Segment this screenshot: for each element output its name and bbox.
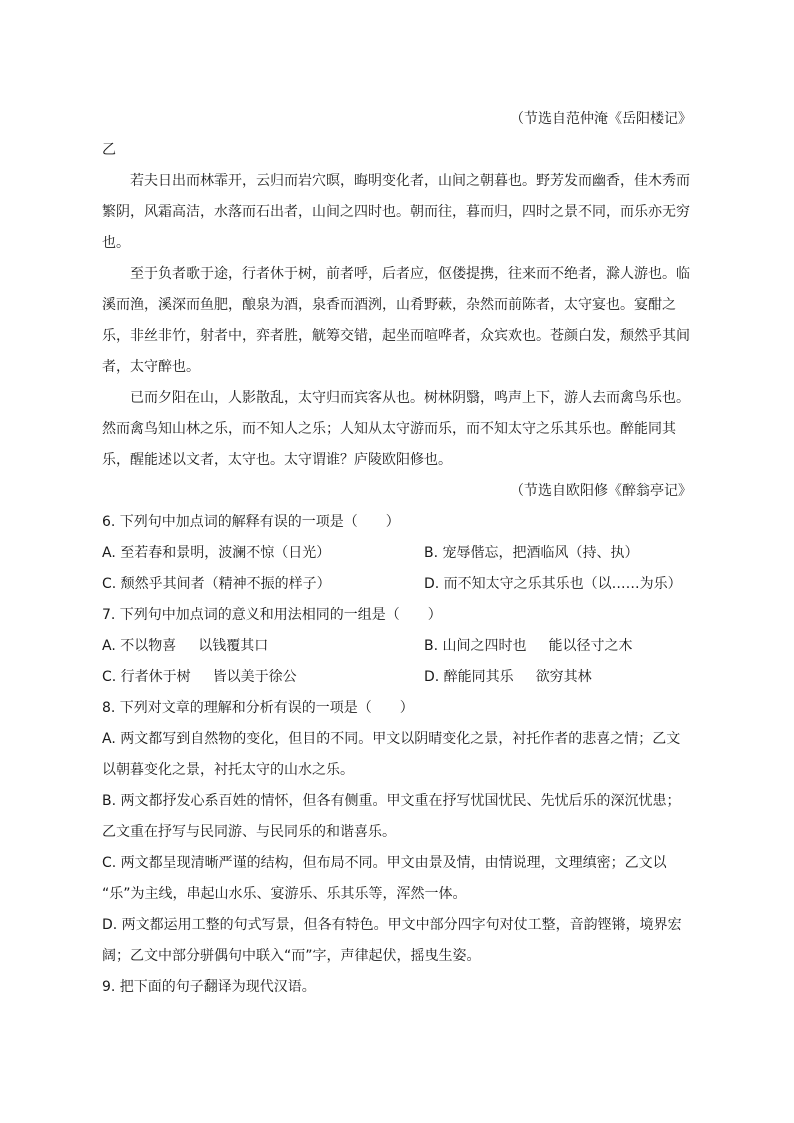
- passage-line: 繁阴，风霜高洁，水落而石出者，山间之四时也。朝而往，暮而归，四时之景不同，而乐亦无穷: [102, 204, 690, 220]
- passage-b: [102, 166, 692, 476]
- passage-line: 至于负者歌于途，行者休于树，前者呼，后者应，伛偻提携，往来而不绝者，滁人游也。临: [130, 266, 690, 282]
- option-d-phrase-1: D. 醉能同其乐: [424, 669, 514, 685]
- question-stem: 6. 下列句中加点词的解释有误的一项是（ ）: [102, 514, 400, 530]
- option-row: [102, 631, 692, 662]
- source-citation-b: （节选自欧阳修《醉翁亭记》: [510, 483, 692, 499]
- option-line: 阔；乙文中部分骈偶句中联入“而”字，声律起伏，摇曳生姿。: [102, 948, 481, 964]
- option-d-phrase-2: 欲穷其林: [535, 669, 592, 685]
- option-line: A. 两文都写到自然物的变化，但目的不同。甲文以阴晴变化之景，衬托作者的悲喜之情；乙文: [102, 731, 681, 747]
- option-b: B. 宠辱偕忘，把酒临风（持、执）: [424, 545, 639, 561]
- option-b-phrase-1: B. 山间之四时也: [424, 638, 527, 654]
- passage-line: 乐，非丝非竹，射者中，弈者胜，觥筹交错，起坐而喧哗者，众宾欢也。苍颜白发，颓然乎其间: [102, 328, 690, 344]
- option-line: “乐”为主线，串起山水乐、宴游乐、乐其乐等，浑然一体。: [102, 886, 467, 902]
- option-line: C. 两文都呈现清晰严谨的结构，但布局不同。甲文由景及情，由情说理，文理缜密；乙文以: [102, 855, 667, 871]
- passage-line: 然而禽鸟知山林之乐，而不知人之乐；人知从太守游而乐，而不知太守之乐其乐也。醉能同其: [102, 421, 676, 437]
- option-c-phrase-2: 皆以美于徐公: [212, 669, 297, 685]
- passage-line: 溪而渔，溪深而鱼肥，酿泉为酒，泉香而酒洌，山肴野蔌，杂然而前陈者，太守宴也。宴酣之: [102, 297, 676, 313]
- passage-line: 者，太守醉也。: [102, 359, 200, 375]
- source-citation-a: （节选自范仲淹《岳阳楼记》: [510, 111, 692, 127]
- option-d: D. 而不知太守之乐其乐也（以……为乐）: [424, 576, 682, 592]
- option-a: [102, 631, 424, 662]
- option-a: A. 至若春和景明，波澜不惊（日光）: [102, 545, 331, 561]
- option-line: 乙文重在抒写与民同游、与民同乐的和谐喜乐。: [102, 824, 396, 840]
- question-7: [102, 600, 692, 693]
- option-c: [102, 848, 692, 910]
- passage-line: 若夫日出而林霏开，云归而岩穴暝，晦明变化者，山间之朝暮也。野芳发而幽香，佳木秀而: [130, 173, 690, 189]
- question-6: [102, 507, 692, 600]
- option-row: [102, 569, 692, 600]
- option-row: [102, 538, 692, 569]
- passage-line: 已而夕阳在山，人影散乱，太守归而宾客从也。树林阴翳，鸣声上下，游人去而禽鸟乐也。: [130, 390, 690, 406]
- question-8: [102, 693, 692, 972]
- option-line: B. 两文都抒发心系百姓的情怀，但各有侧重。甲文重在抒写忧国忧民、先忧后乐的深沉忧患；: [102, 793, 681, 809]
- option-d: [102, 910, 692, 972]
- option-a: [102, 724, 692, 786]
- option-row: [102, 662, 692, 693]
- option-line: 以朝暮变化之景，衬托太守的山水之乐。: [102, 762, 354, 778]
- passage-paragraph-3: [102, 383, 692, 476]
- question-stem: 9. 把下面的句子翻译为现代汉语。: [102, 979, 316, 995]
- option-b-phrase-2: 能以径寸之木: [548, 638, 633, 654]
- option-c-phrase-1: C. 行者休于树: [102, 669, 191, 685]
- option-b: [102, 786, 692, 848]
- option-d: [424, 662, 692, 693]
- option-c: [102, 662, 424, 693]
- question-9: [102, 972, 692, 1003]
- option-b: [424, 631, 692, 662]
- option-a-phrase-1: A. 不以物喜: [102, 638, 177, 654]
- section-label-b: 乙: [102, 142, 116, 158]
- passage-line: 乐，醒能述以文者，太守也。太守谓谁？庐陵欧阳修也。: [102, 452, 452, 468]
- passage-line: 也。: [102, 235, 130, 251]
- passage-paragraph-2: [102, 259, 692, 383]
- question-stem: 8. 下列对文章的理解和分析有误的一项是（ ）: [102, 700, 414, 716]
- question-stem: 7. 下列句中加点词的意义和用法相同的一组是（ ）: [102, 607, 442, 623]
- option-a-phrase-2: 以钱覆其口: [198, 638, 269, 654]
- option-c: C. 颓然乎其间者（精神不振的样子）: [102, 576, 331, 592]
- option-line: D. 两文都运用工整的句式写景，但各有特色。甲文中部分四字句对仗工整，音韵铿锵，境界宏: [102, 917, 682, 933]
- passage-paragraph-1: [102, 166, 692, 259]
